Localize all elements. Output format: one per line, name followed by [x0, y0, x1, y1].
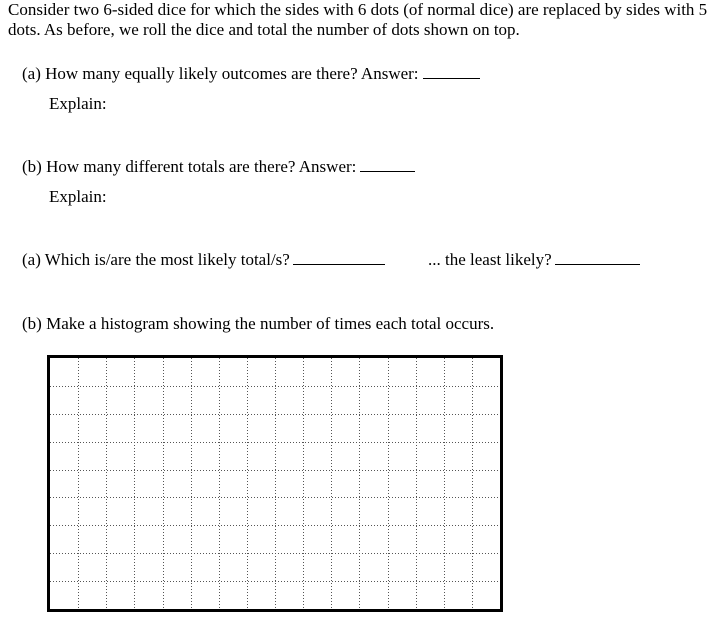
question-least-likely	[428, 250, 640, 270]
answer-blank-outcomes[interactable]	[423, 64, 480, 79]
question-a-outcomes	[22, 64, 480, 84]
answer-blank-most-likely[interactable]	[293, 250, 385, 265]
question-least-likely-text: ... the least likely?	[428, 250, 552, 269]
question-b-totals-text: (b) How many different totals are there? Answer:	[22, 157, 357, 176]
explain-label-b: Explain:	[49, 187, 107, 206]
question-b-totals	[22, 157, 415, 177]
question-histogram: (b) Make a histogram showing the number of times each total occurs.	[22, 314, 495, 333]
histogram-grid[interactable]	[47, 355, 503, 612]
explain-label-a: Explain:	[49, 94, 107, 113]
problem-intro: Consider two 6-sided dice for which the sides with 6 dots (of normal dice) are replaced by sides with 5 dots. As before, we roll the dice and total the number of dots shown on top.	[8, 0, 708, 39]
answer-blank-least-likely[interactable]	[555, 250, 640, 265]
question-most-likely	[22, 250, 385, 270]
answer-blank-totals[interactable]	[360, 157, 415, 172]
grid-lines	[50, 358, 500, 609]
question-most-likely-text: (a) Which is/are the most likely total/s?	[22, 250, 290, 269]
question-a-outcomes-text: (a) How many equally likely outcomes are there? Answer:	[22, 64, 419, 83]
